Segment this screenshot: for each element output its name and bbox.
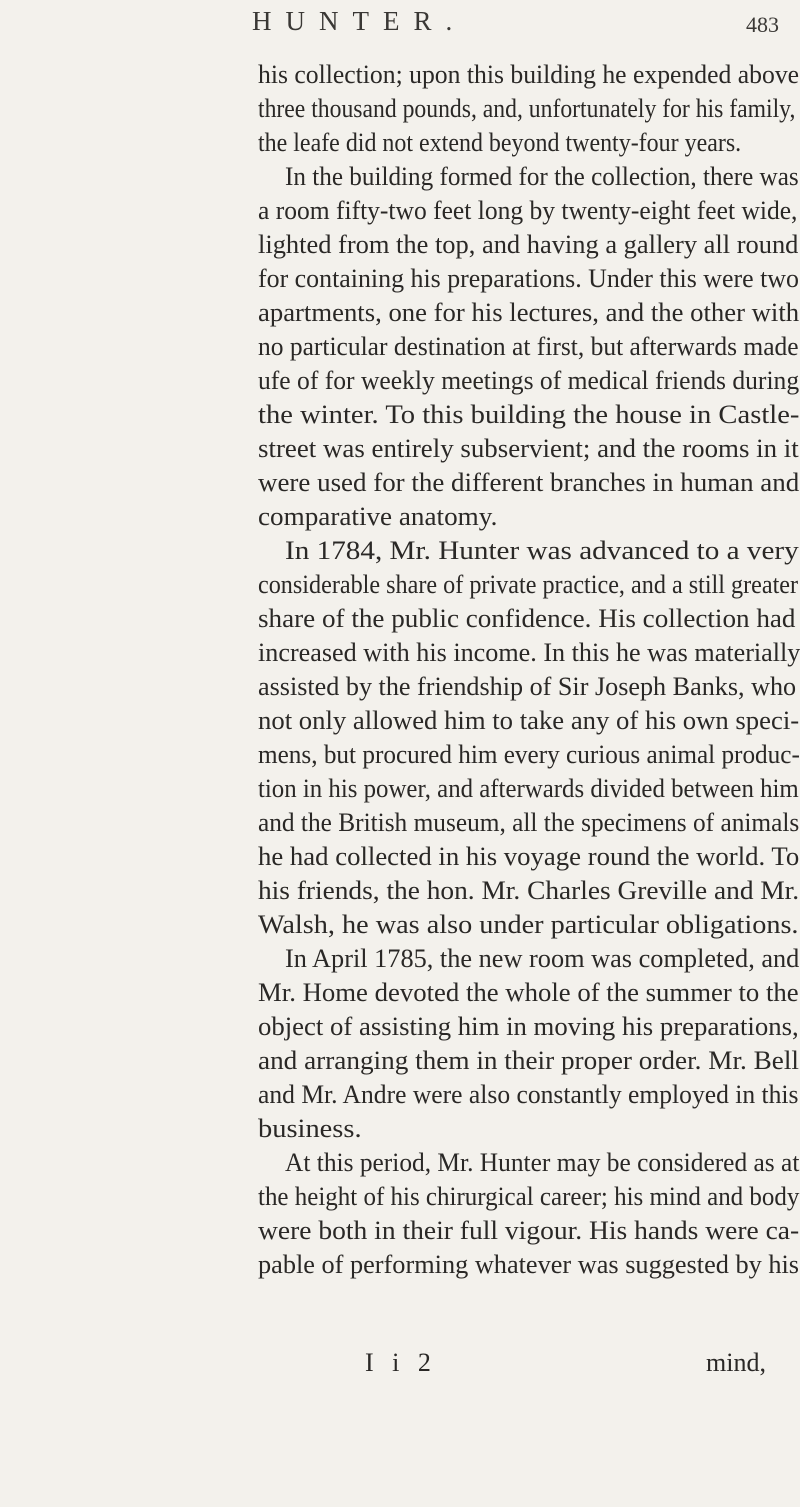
catchword: mind, bbox=[706, 1348, 766, 1377]
text-line: not only allowed him to take any of his own speci- bbox=[258, 706, 800, 735]
text-line: and the British museum, all the specimens of animals bbox=[258, 808, 800, 837]
running-head bbox=[0, 6, 800, 46]
text-line: and Mr. Andre were also constantly employed in this bbox=[258, 1080, 799, 1109]
text-line: apartments, one for his lectures, and the other with bbox=[258, 298, 800, 327]
text-line: the leafe did not extend beyond twenty-four years. bbox=[258, 128, 742, 157]
text-line: three thousand pounds, and, unfortunately for his family, bbox=[258, 94, 796, 123]
text-line: his friends, the hon. Mr. Charles Greville and Mr. bbox=[258, 876, 800, 905]
text-line: Mr. Home devoted the whole of the summer to the bbox=[258, 978, 799, 1007]
text-line: his collection; upon this building he expended above bbox=[258, 60, 800, 89]
page-number: 483 bbox=[746, 12, 779, 37]
text-line: pable of performing whatever was suggested by his bbox=[258, 1250, 800, 1279]
text-line: the winter. To this building the house in Castle- bbox=[258, 400, 800, 429]
text-line: for containing his preparations. Under this were two bbox=[258, 264, 799, 293]
text-line: and arranging them in their proper order. Mr. Bell bbox=[258, 1046, 799, 1075]
text-line: he had collected in his voyage round the world. To bbox=[258, 842, 800, 871]
text-line: Walsh, he was also under particular obligations. bbox=[258, 910, 799, 939]
text-line: business. bbox=[258, 1114, 362, 1143]
text-line: the height of his chirurgical career; his mind and body bbox=[258, 1182, 800, 1211]
footer bbox=[0, 1348, 800, 1388]
text-line: mens, but procured him every curious animal produc- bbox=[258, 740, 800, 769]
text-line: increased with his income. In this he was materially bbox=[258, 638, 800, 667]
text-line: ufe of for weekly meetings of medical friends during bbox=[258, 366, 800, 395]
text-line: were used for the different branches in human and bbox=[258, 468, 800, 497]
text-line: At this period, Mr. Hunter may be considered as at bbox=[285, 1148, 800, 1177]
text-line: no particular destination at first, but afterwards made bbox=[258, 332, 799, 361]
text-line: share of the public confidence. His collection had bbox=[258, 604, 796, 633]
text-line: assisted by the friendship of Sir Joseph Banks, who bbox=[258, 672, 797, 701]
text-line: object of assisting him in moving his preparations, bbox=[258, 1012, 799, 1041]
text-line: In April 1785, the new room was completed, and bbox=[285, 944, 800, 973]
signature-mark: I i 2 bbox=[365, 1348, 437, 1377]
text-line: lighted from the top, and having a gallery all round bbox=[258, 230, 799, 259]
text-line: considerable share of private practice, and a still greater bbox=[258, 570, 799, 599]
text-line: street was entirely subservient; and the rooms in it bbox=[258, 434, 799, 463]
text-line: comparative anatomy. bbox=[258, 502, 498, 531]
text-line: tion in his power, and afterwards divided between him bbox=[258, 774, 799, 803]
running-title: HUNTER. bbox=[252, 6, 467, 36]
text-line: a room fifty-two feet long by twenty-eight feet wide, bbox=[258, 196, 798, 225]
text-line: In 1784, Mr. Hunter was advanced to a very bbox=[285, 536, 799, 565]
text-line: In the building formed for the collection, there was bbox=[285, 162, 799, 191]
text-line: were both in their full vigour. His hands were ca- bbox=[258, 1216, 800, 1245]
